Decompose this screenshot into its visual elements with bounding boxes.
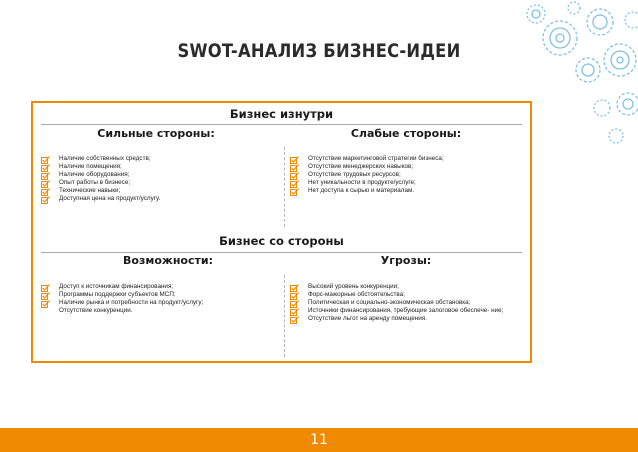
checkbox-icon (290, 316, 299, 324)
strengths-list (41, 155, 160, 203)
column-divider (284, 275, 285, 357)
threats-list (290, 283, 528, 323)
list-item: Отсутствие менеджерских навыков; (290, 163, 444, 171)
weaknesses-title: Слабые стороны: (350, 127, 462, 140)
list-item: Источники финансирования, требующие залоговое обеспече- ние; (290, 307, 528, 315)
opportunities-title: Возможности: (123, 254, 213, 267)
checkbox-icon (41, 196, 50, 204)
list-item: Нет доступа к сырью и материалам. (290, 187, 444, 195)
list-item: Отсутствие маркетинговой стратегии бизнеса; (290, 155, 444, 163)
list-item: Наличие помещения; (41, 163, 160, 171)
list-item: Программы поддержки субъектов МСП; (41, 291, 203, 299)
opportunities-list (41, 283, 203, 315)
list-item: Наличие оборудования; (41, 171, 160, 179)
list-item: Форс-мажорные обстоятельства; (290, 291, 528, 299)
column-divider (284, 147, 285, 227)
divider (41, 252, 522, 253)
swot-frame (31, 101, 532, 363)
threats-title: Угрозы: (380, 254, 432, 267)
list-item: Нет уникальности в продукте/услуге; (290, 179, 444, 187)
strengths-title: Сильные стороны: (97, 127, 215, 140)
list-item: Политическая и социально-экономическая обстановка; (290, 299, 528, 307)
list-item: Отсутствие конкуренции. (59, 307, 133, 314)
list-item: Отсутствие льгот на аренду помещения. (290, 315, 528, 323)
page-number: 11 (310, 432, 328, 448)
list-item: Наличие рынка и потребности на продукт/услугу; (41, 299, 203, 307)
page-title: SWOT-АНАЛИЗ БИЗНЕС-ИДЕИ (177, 40, 461, 62)
list-item: Технические навыки; (41, 187, 160, 195)
list-item: Отсутствие трудовых ресурсов; (290, 171, 444, 179)
list-item: Опыт работы в бизнесе; (41, 179, 160, 187)
list-item: Высокий уровень конкуренции; (290, 283, 528, 291)
list-item: Доступ к источникам финансирования; (41, 283, 203, 291)
divider (41, 124, 522, 125)
checkbox-icon (290, 188, 299, 196)
internal-heading: Бизнес изнутри (229, 107, 334, 121)
list-item: Доступная цена на продукт/услугу. (41, 195, 160, 203)
external-heading: Бизнес со стороны (219, 234, 344, 248)
weaknesses-list (290, 155, 444, 195)
list-item: Наличие собственных средств; (41, 155, 160, 163)
